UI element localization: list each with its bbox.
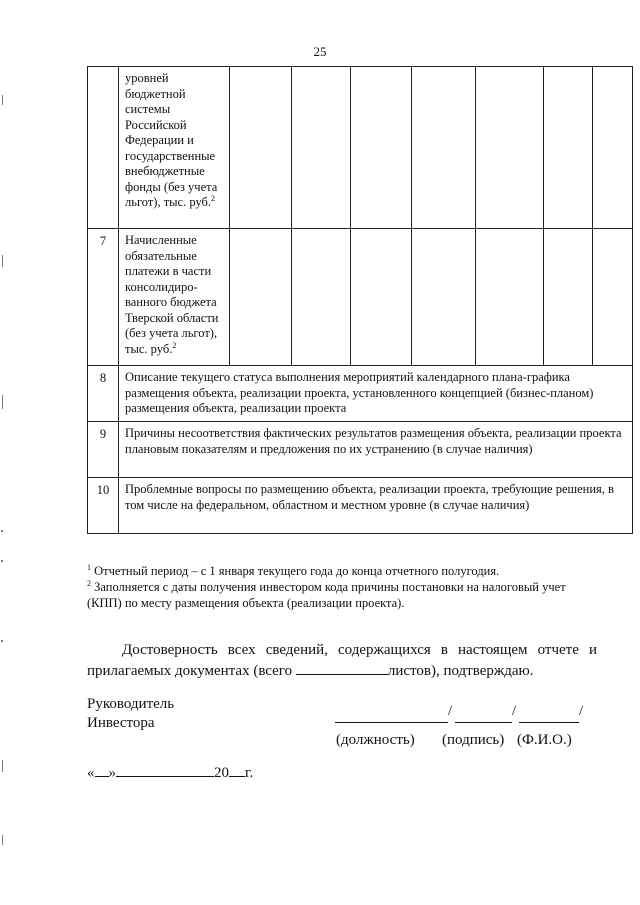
row-number: 10: [88, 478, 119, 534]
signatory-role: Руководитель Инвестора: [87, 696, 175, 731]
name-blank[interactable]: [519, 700, 579, 723]
table-cell: [351, 229, 412, 366]
footnote: [87, 563, 597, 579]
table-row: [88, 422, 633, 478]
year-blank[interactable]: [229, 776, 245, 777]
table-cell: [230, 229, 292, 366]
report-table: [87, 66, 633, 534]
footnote-ref: 2: [211, 193, 216, 203]
scan-artifact: [2, 395, 3, 409]
position-blank[interactable]: [335, 700, 448, 723]
table-cell: [351, 67, 412, 229]
row-label: Начисленные обязательные платежи в части консолидиро-ванного бюджета Тверской области (без учета льгот), тыс. руб.$^2$: [119, 229, 230, 366]
table-cell: [412, 229, 476, 366]
page-number: 25: [313, 44, 327, 59]
sheets-count-blank[interactable]: [296, 674, 388, 675]
table-row: [88, 478, 633, 534]
footnote: [87, 579, 597, 611]
scan-artifact: [2, 255, 3, 267]
row-label: уровней бюджетной системы Российской Федерации и государственные внебюджетные фонды (без учета льгот), тыс. руб.$^2$: [119, 67, 230, 229]
row-text: Описание текущего статуса выполнения мероприятий календарного плана-графика размещения объекта, реализации проекта, установленного концепцией (бизнес-планом) размещения объекта, реализации проекта: [119, 366, 633, 422]
row-number: 9: [88, 422, 119, 478]
row-number: [88, 67, 119, 229]
footnote-text: Отчетный период – с 1 января текущего года до конца отчетного полугодия.: [94, 564, 500, 578]
scan-artifact: [2, 95, 3, 105]
row-number: 8: [88, 366, 119, 422]
table-cell: [412, 67, 476, 229]
day-blank[interactable]: [95, 776, 109, 777]
table-cell: [593, 229, 633, 366]
row-number: 7: [88, 229, 119, 366]
table-cell: [230, 67, 292, 229]
footnote-mark: 1: [87, 562, 91, 572]
table-row: [88, 67, 633, 229]
position-caption: (должность): [336, 732, 415, 748]
footnote-mark: 2: [87, 578, 91, 588]
scan-artifact: [1, 560, 3, 562]
scan-artifact: [1, 530, 3, 532]
table-cell: [476, 229, 544, 366]
separator-slash: /: [512, 703, 517, 719]
month-blank[interactable]: [116, 776, 214, 777]
separator-slash: /: [579, 703, 584, 719]
table-cell: [476, 67, 544, 229]
table-cell: [593, 67, 633, 229]
table-row: [88, 366, 633, 422]
footnote-text: Заполняется с даты получения инвестором кода причины постановки на налоговый учет (КПП) по месту размещения объекта (реализации проекта).: [87, 580, 566, 610]
row-text: Причины несоответствия фактических результатов размещения объекта, реализации проекта плановым показателям и предложения по их устранению (в случае наличия): [119, 422, 633, 478]
scan-artifact: [2, 760, 3, 772]
confirmation-statement: Достоверность всех сведений, содержащихся в настоящем отчете и прилагаемых документах (всего листов), подтверждаю.: [87, 642, 597, 679]
signature-blank[interactable]: [455, 700, 512, 723]
date-line: « » 20 г.: [87, 765, 254, 781]
table-cell: [292, 229, 351, 366]
scan-artifact: [2, 835, 3, 845]
table-cell: [292, 67, 351, 229]
signature-caption: (подпись): [442, 732, 505, 748]
table-cell: [544, 67, 593, 229]
table-row: [88, 229, 633, 366]
scan-artifact: [1, 640, 3, 642]
separator-slash: /: [448, 703, 453, 719]
row-text: Проблемные вопросы по размещению объекта, реализации проекта, требующие решения, в том числе на федеральном, областном и местном уровне (в случае наличия): [119, 478, 633, 534]
footnote-ref: 2: [172, 340, 177, 350]
name-caption: (Ф.И.О.): [517, 732, 572, 748]
table-cell: [544, 229, 593, 366]
